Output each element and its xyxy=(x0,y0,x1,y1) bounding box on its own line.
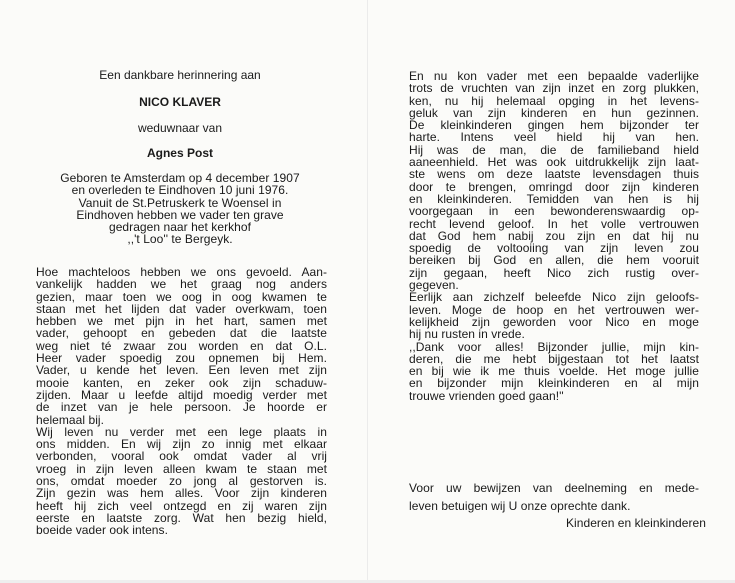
text-line: Vader, u kende het leven. Een leven met zijn xyxy=(36,363,327,378)
text-line: recht levend geloof. In het volle vertrouwen xyxy=(409,216,699,231)
birth-line: gedragen naar het kerkhof xyxy=(108,220,251,235)
text-line: trots de vruchten van zijn inzet en zorg plukken, xyxy=(409,81,699,96)
text-line: De kleinkinderen gingen hem bijzonder ter xyxy=(409,118,699,133)
birth-death-block xyxy=(30,172,330,246)
text-line: ,,Dank voor alles! Bijzonder jullie, mijn kin- xyxy=(409,339,699,354)
text-line: door te brengen, omringd door zijn kinderen xyxy=(409,179,699,194)
text-line: zijden. Maar u leefde altijd moedig verder met xyxy=(36,387,327,402)
text-line: helemaal bij. xyxy=(36,412,105,427)
text-line: voorgegaan in een bewonderenswaardig op- xyxy=(409,204,699,219)
signature xyxy=(536,517,706,529)
birth-line: Eindhoven hebben we vader ten grave xyxy=(76,207,284,222)
text-line: ste wens om deze laatste levensdagen thuis xyxy=(409,167,699,182)
text-line: zijn gegaan, heeft Nico zich rustig over- xyxy=(409,265,699,280)
birth-line: Geboren te Amsterdam op 4 december 1907 xyxy=(60,171,300,185)
right-panel xyxy=(368,0,735,583)
thanks-line: Voor uw bewijzen van deelneming en mede- xyxy=(409,481,699,495)
text-line: gezien, maar toen we oog in oog kwamen te xyxy=(36,289,327,304)
text-line: gegeven. xyxy=(409,278,459,293)
text-line: trouwe vrienden goed gaan!'' xyxy=(409,388,564,403)
text-line: kelijkheid zijn geworden voor Nico en moge xyxy=(409,314,699,329)
text-line: vader, gehoopt en gebeden dat die laatste xyxy=(36,326,327,341)
text-line: Hoe machteloos hebben we ons gevoeld. Aan- xyxy=(36,265,327,279)
text-line: de inzet van je hele persoon. Je hoorde er xyxy=(36,400,327,415)
text-line: spoedig de voltooiing van zijn leven zou xyxy=(409,241,699,256)
text-line: deren, die me hebt bijgestaan tot het laatst xyxy=(409,351,699,366)
text-line: vroeg in zijn leven alleen kwam te staan met xyxy=(36,461,327,476)
text-line: hebben we met pijn in het hart, samen met xyxy=(36,314,327,329)
text-line: Heer vader spoedig zou opnemen bij Hem. xyxy=(36,351,327,366)
thanks-line: leven betuigen wij U onze oprechte dank. xyxy=(409,499,631,513)
text-line: en bijzonder mijn kleinkinderen en al mijn xyxy=(409,376,699,391)
text-line: vankelijk hadden we het graag nog anders xyxy=(36,277,327,292)
signature-text: Kinderen en kleinkinderen xyxy=(565,516,706,530)
text-line: en kleinkinderen. Temidden van hen is hij xyxy=(409,191,699,206)
birth-line: ,,'t Loo'' te Bergeyk. xyxy=(127,232,233,247)
text-line: leven. Moge de hoop en het vertrouwen wer- xyxy=(409,302,699,317)
right-body-text xyxy=(409,70,699,402)
text-line: Eerlijk aan zichzelf beleefde Nico zijn geloofs- xyxy=(409,290,699,305)
text-line: ken, nu hij helemaal opging in het levens- xyxy=(409,93,699,108)
text-line: heeft hij zich veel ontzegd en zij waren zijn xyxy=(36,498,327,513)
text-line: geluk van zijn kinderen en hun gezinnen. xyxy=(409,105,699,120)
widower-of: weduwnaar van xyxy=(137,121,223,135)
text-line: ons midden. En wij zijn zo innig met elkaar xyxy=(36,437,327,452)
text-line: eerste en laatste zorg. Wat hen bezig hield, xyxy=(36,510,327,525)
text-line: hij nu rusten in vrede. xyxy=(409,327,525,342)
text-line: en bij wie ik me thuis voelde. Het moge jullie xyxy=(409,364,699,379)
text-line: dat God hem nabij zou zijn en dat hij nu xyxy=(409,228,699,243)
text-line: staan met het lijden dat vader overkwam, toen xyxy=(36,301,327,316)
text-line: Zijn gezin was hem alles. Voor zijn kinderen xyxy=(36,486,327,501)
intro-line: Een dankbare herinnering aan xyxy=(99,68,261,82)
birth-line: en overleden te Eindhoven 10 juni 1976. xyxy=(71,183,289,198)
text-line: bereiken bij God en allen, die hem vooruit xyxy=(409,253,699,268)
text-line: ons, omdat moeder zo jong al gestorven is. xyxy=(36,474,327,489)
birth-line: Vanuit de St.Petruskerk te Woensel in xyxy=(78,195,282,210)
text-line: Hij was de man, die de familieband hield xyxy=(409,142,699,157)
text-line: boeide vader ook intens. xyxy=(36,523,168,538)
text-line: En nu kon vader met een bepaalde vaderlijke xyxy=(409,69,699,83)
thanks-block xyxy=(409,479,699,515)
text-line: weg niet té zwaar zou worden en dat O.L. xyxy=(36,338,327,353)
text-line: verbonden, vooral ook omdat vader al vrij xyxy=(36,449,327,464)
text-line: Wij leven nu verder met een lege plaats in xyxy=(36,424,327,439)
text-line: harte. Intens veel hield hij van hen. xyxy=(409,130,699,145)
text-line: mooie kanten, en zeker ook zijn schaduw- xyxy=(36,375,327,390)
text-line: aaneenhield. Het was ook uitdrukkelijk zijn laat- xyxy=(409,155,699,170)
left-body-text xyxy=(36,266,327,537)
spouse-name: Agnes Post xyxy=(146,146,213,160)
deceased-name: NICO KLAVER xyxy=(139,95,221,109)
